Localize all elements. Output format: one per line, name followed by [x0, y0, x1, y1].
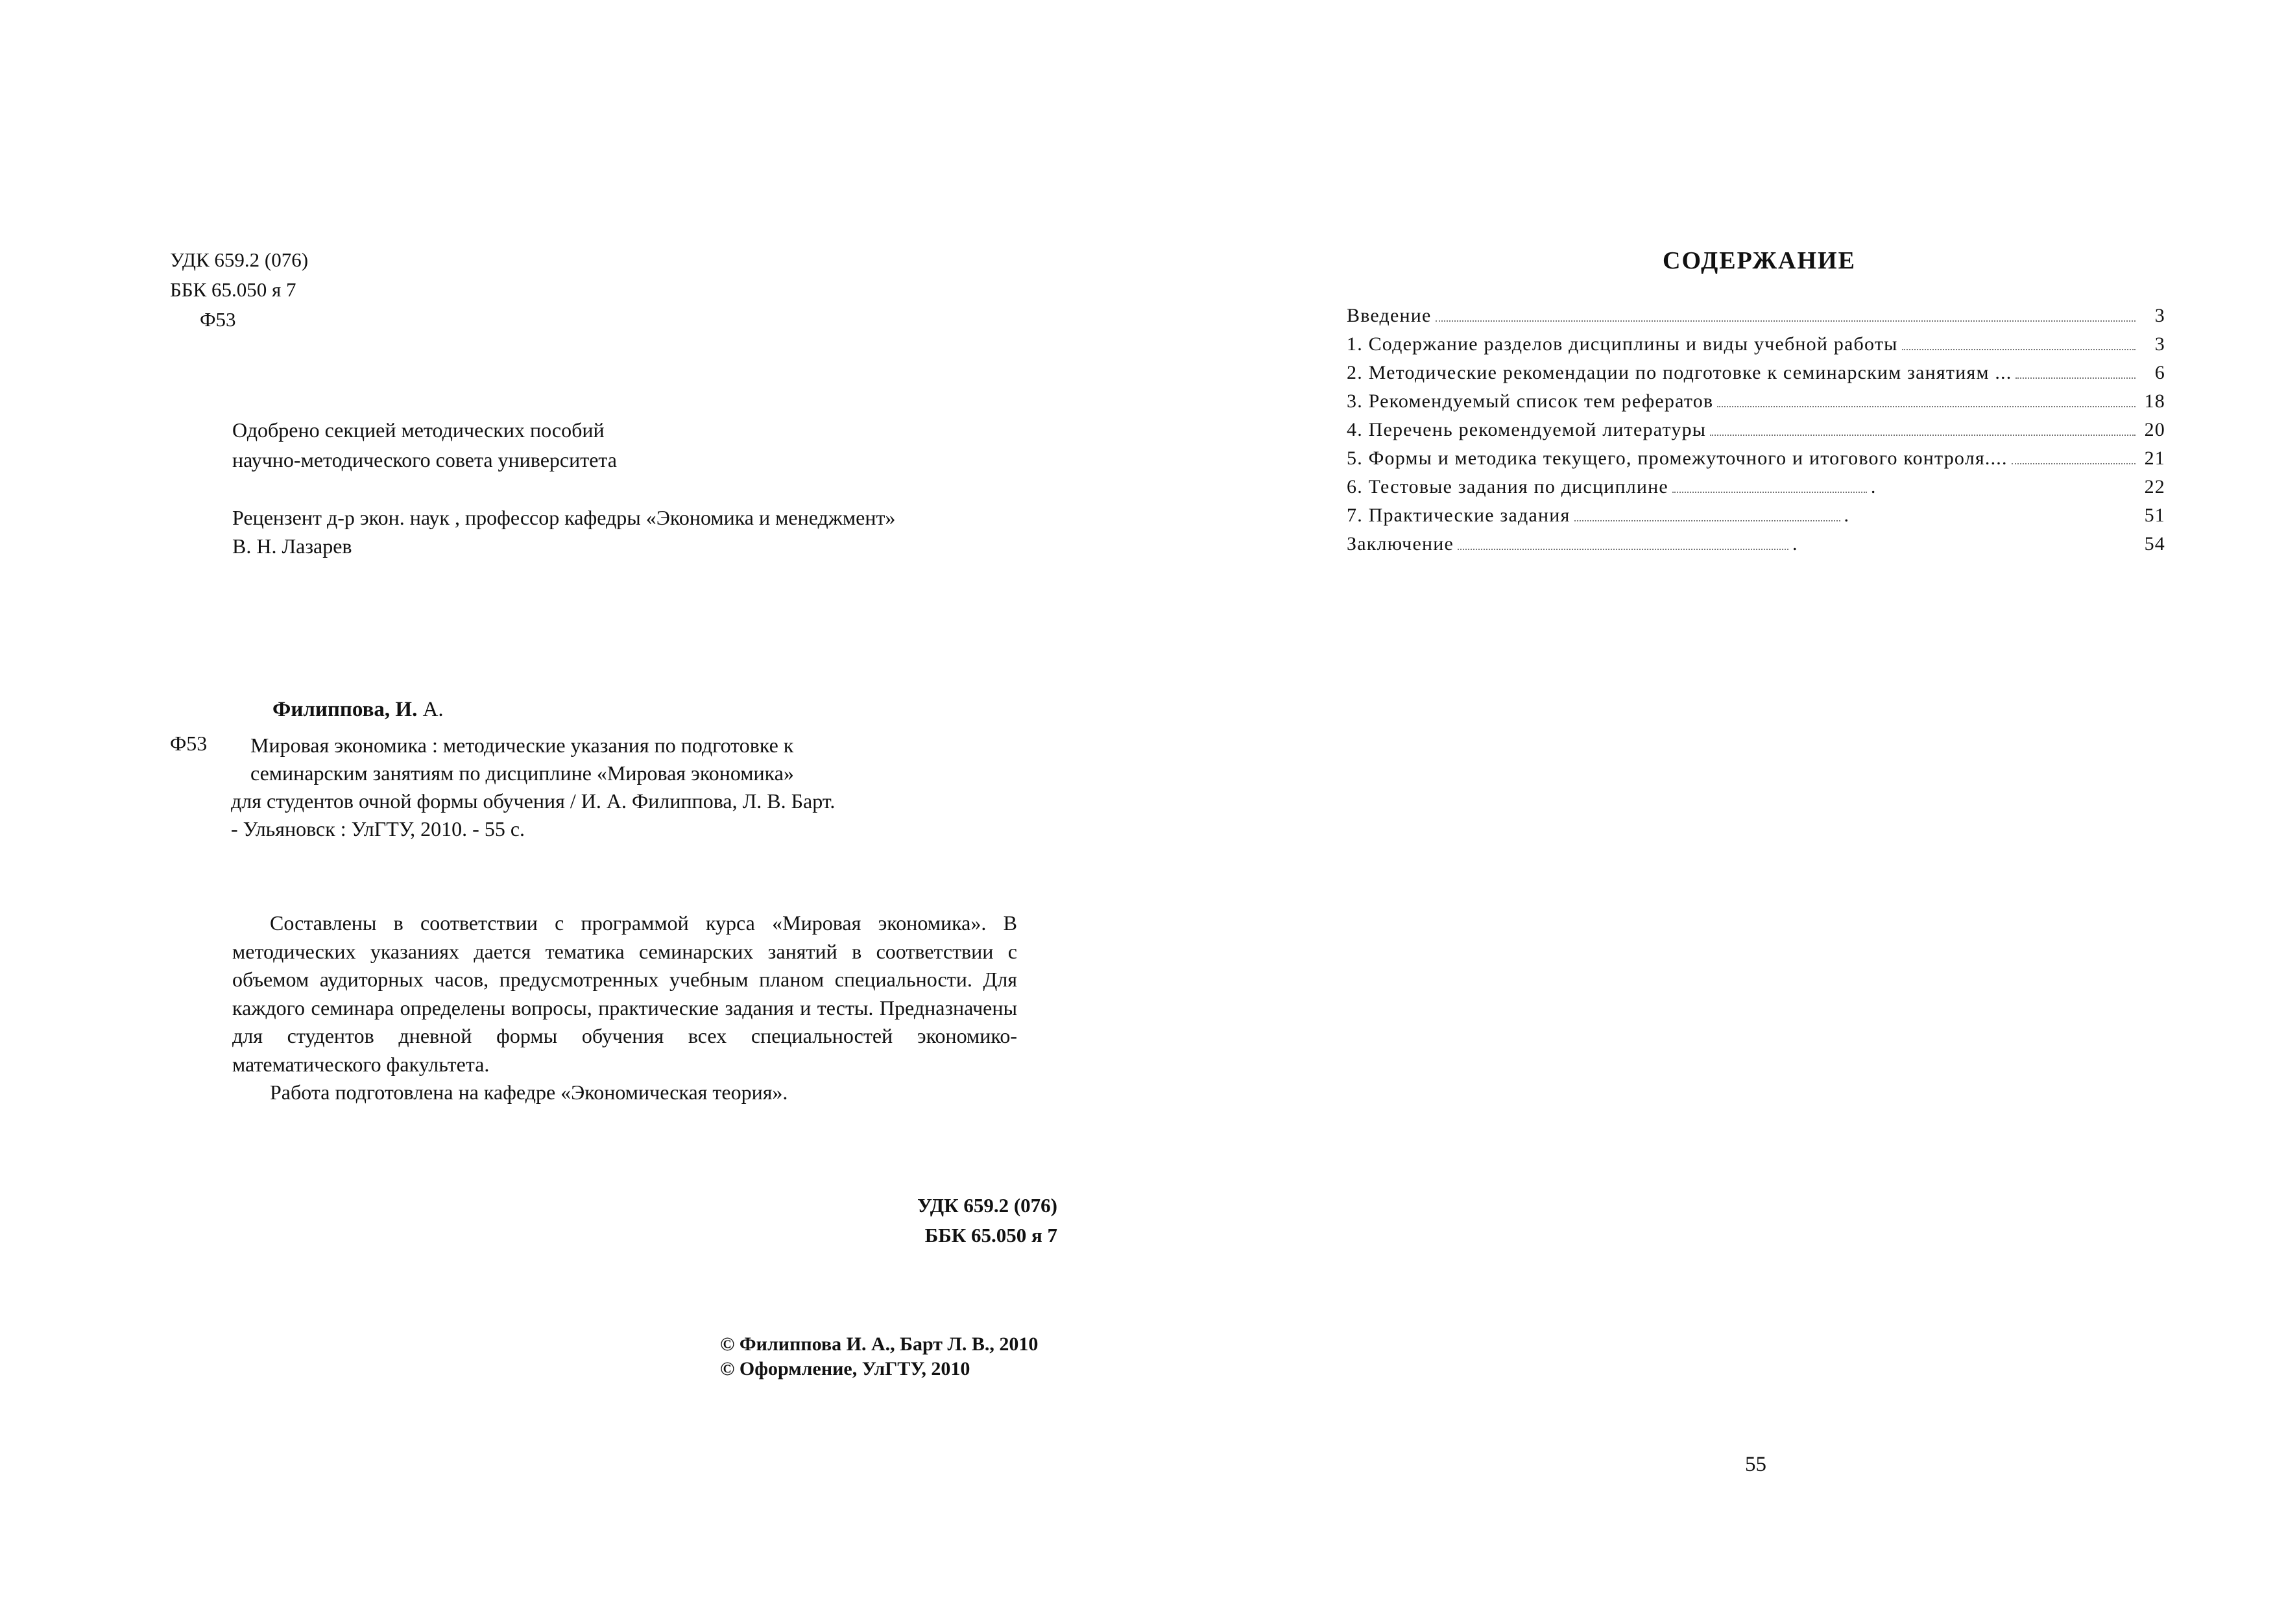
classification-bottom: [759, 1191, 1057, 1250]
toc-entry-title: 3. Рекомендуемый список тем рефератов: [1347, 390, 1714, 412]
udk-code: УДК 659.2 (076): [170, 248, 309, 271]
toc-entry: [1347, 533, 2165, 562]
department-note: Работа подготовлена на кафедре «Экономическая теория».: [270, 1081, 788, 1104]
toc-entry-title: 6. Тестовые задания по дисциплине: [1347, 476, 1668, 497]
reviewer-line-2: В. Н. Лазарев: [232, 534, 352, 558]
approval-line-2: научно-методического совета университета: [232, 448, 617, 472]
biblio-line-1: Мировая экономика : методические указания по подготовке к: [250, 734, 794, 757]
toc-entry-tail: .: [1792, 533, 1798, 555]
toc-dot-leader: [1710, 435, 2136, 436]
toc-entry-page: 22: [2144, 476, 2165, 497]
author-mark: Ф53: [200, 308, 236, 331]
author-initial: А.: [422, 698, 444, 721]
toc-entry-page: 20: [2144, 419, 2165, 440]
toc-entry-page: 3: [2154, 333, 2165, 355]
toc-dot-leader: [2012, 463, 2136, 464]
toc-dot-leader: [2015, 377, 2136, 379]
toc-entry: [1347, 305, 2165, 333]
udk-code-bottom: УДК 659.2 (076): [917, 1194, 1057, 1217]
author-heading: [272, 698, 444, 722]
toc-entry-title: 1. Содержание разделов дисциплины и виды учебной работы: [1347, 333, 1898, 355]
approval-line-1: Одобрено секцией методических пособий: [232, 418, 605, 442]
approval-note: [232, 415, 617, 475]
toc-entry: [1347, 419, 2165, 448]
author-name: Филиппова, И.: [272, 698, 418, 721]
toc-entry-title: 7. Практические задания: [1347, 505, 1570, 526]
toc-entry-page: 51: [2144, 505, 2165, 526]
toc-entry-tail: .: [1844, 505, 1850, 526]
copyright-block: [720, 1332, 1038, 1381]
page-number: 55: [1745, 1453, 1766, 1476]
toc-entry-title: 4. Перечень рекомендуемой литературы: [1347, 419, 1707, 440]
biblio-line-2: семинарским занятиям по дисциплине «Мировая экономика»: [250, 761, 794, 785]
toc-entry-page: 18: [2144, 390, 2165, 412]
biblio-line-4: - Ульяновск : УлГТУ, 2010. - 55 с.: [231, 817, 525, 841]
toc-entry: [1347, 505, 2165, 533]
copyright-line-2: © Оформление, УлГТУ, 2010: [720, 1358, 970, 1379]
toc-entry-page: 3: [2154, 305, 2165, 326]
toc-entry-page: 6: [2154, 362, 2165, 383]
biblio-line-3: для студентов очной формы обучения / И. А. Филиппова, Л. В. Барт.: [231, 789, 836, 813]
toc-title: СОДЕРЖАНИЕ: [1663, 247, 1856, 274]
toc-entry: [1347, 448, 2165, 476]
toc-entry: [1347, 476, 2165, 505]
toc-dot-leader: [1458, 549, 1788, 550]
reviewer-line-1: Рецензент д-р экон. наук , профессор кафедры «Экономика и менеджмент»: [232, 506, 896, 529]
toc-entry: [1347, 333, 2165, 362]
toc-entry-tail: .: [1870, 476, 1877, 497]
toc-dot-leader: [1574, 520, 1840, 521]
toc-entry-page: 21: [2144, 448, 2165, 469]
toc-entry-title: 5. Формы и методика текущего, промежуточного и итогового контроля....: [1347, 448, 2008, 469]
bbk-code: ББК 65.050 я 7: [170, 278, 296, 301]
toc-dot-leader: [1902, 349, 2136, 350]
annotation-paragraph: Составлены в соответствии с программой курса «Мировая экономика». В методических указаниях дается тематика семинарских занятий в соответствии с объемом аудиторных часов, предусмотренных учебным планом специальности. Для каждого семинара определены вопросы, практические задания и тесты. Предназначены для студентов дневной формы обучения всех специальностей экономико-математического факультета.: [232, 911, 1017, 1076]
toc-entry-page: 54: [2144, 533, 2165, 555]
toc-dot-leader: [1717, 406, 2136, 407]
toc-entry-title: 2. Методические рекомендации по подготовке к семинарским занятиям ...: [1347, 362, 2012, 383]
bbk-code-bottom: ББК 65.050 я 7: [924, 1224, 1057, 1247]
toc-entry-title: Заключение: [1347, 533, 1454, 555]
copyright-line-1: © Филиппова И. А., Барт Л. В., 2010: [720, 1333, 1039, 1355]
toc-dot-leader: [1436, 320, 2136, 322]
biblio-author-mark: Ф53: [170, 732, 208, 755]
toc-entry-title: Введение: [1347, 305, 1432, 326]
annotation: [232, 909, 1017, 1107]
toc-entry: [1347, 362, 2165, 390]
bibliographic-description: [231, 732, 836, 843]
classification-block: [170, 245, 308, 335]
toc-entry: [1347, 390, 2165, 419]
toc-dot-leader: [1672, 492, 1867, 493]
reviewer-note: [232, 503, 895, 560]
table-of-contents: [1347, 305, 2165, 562]
